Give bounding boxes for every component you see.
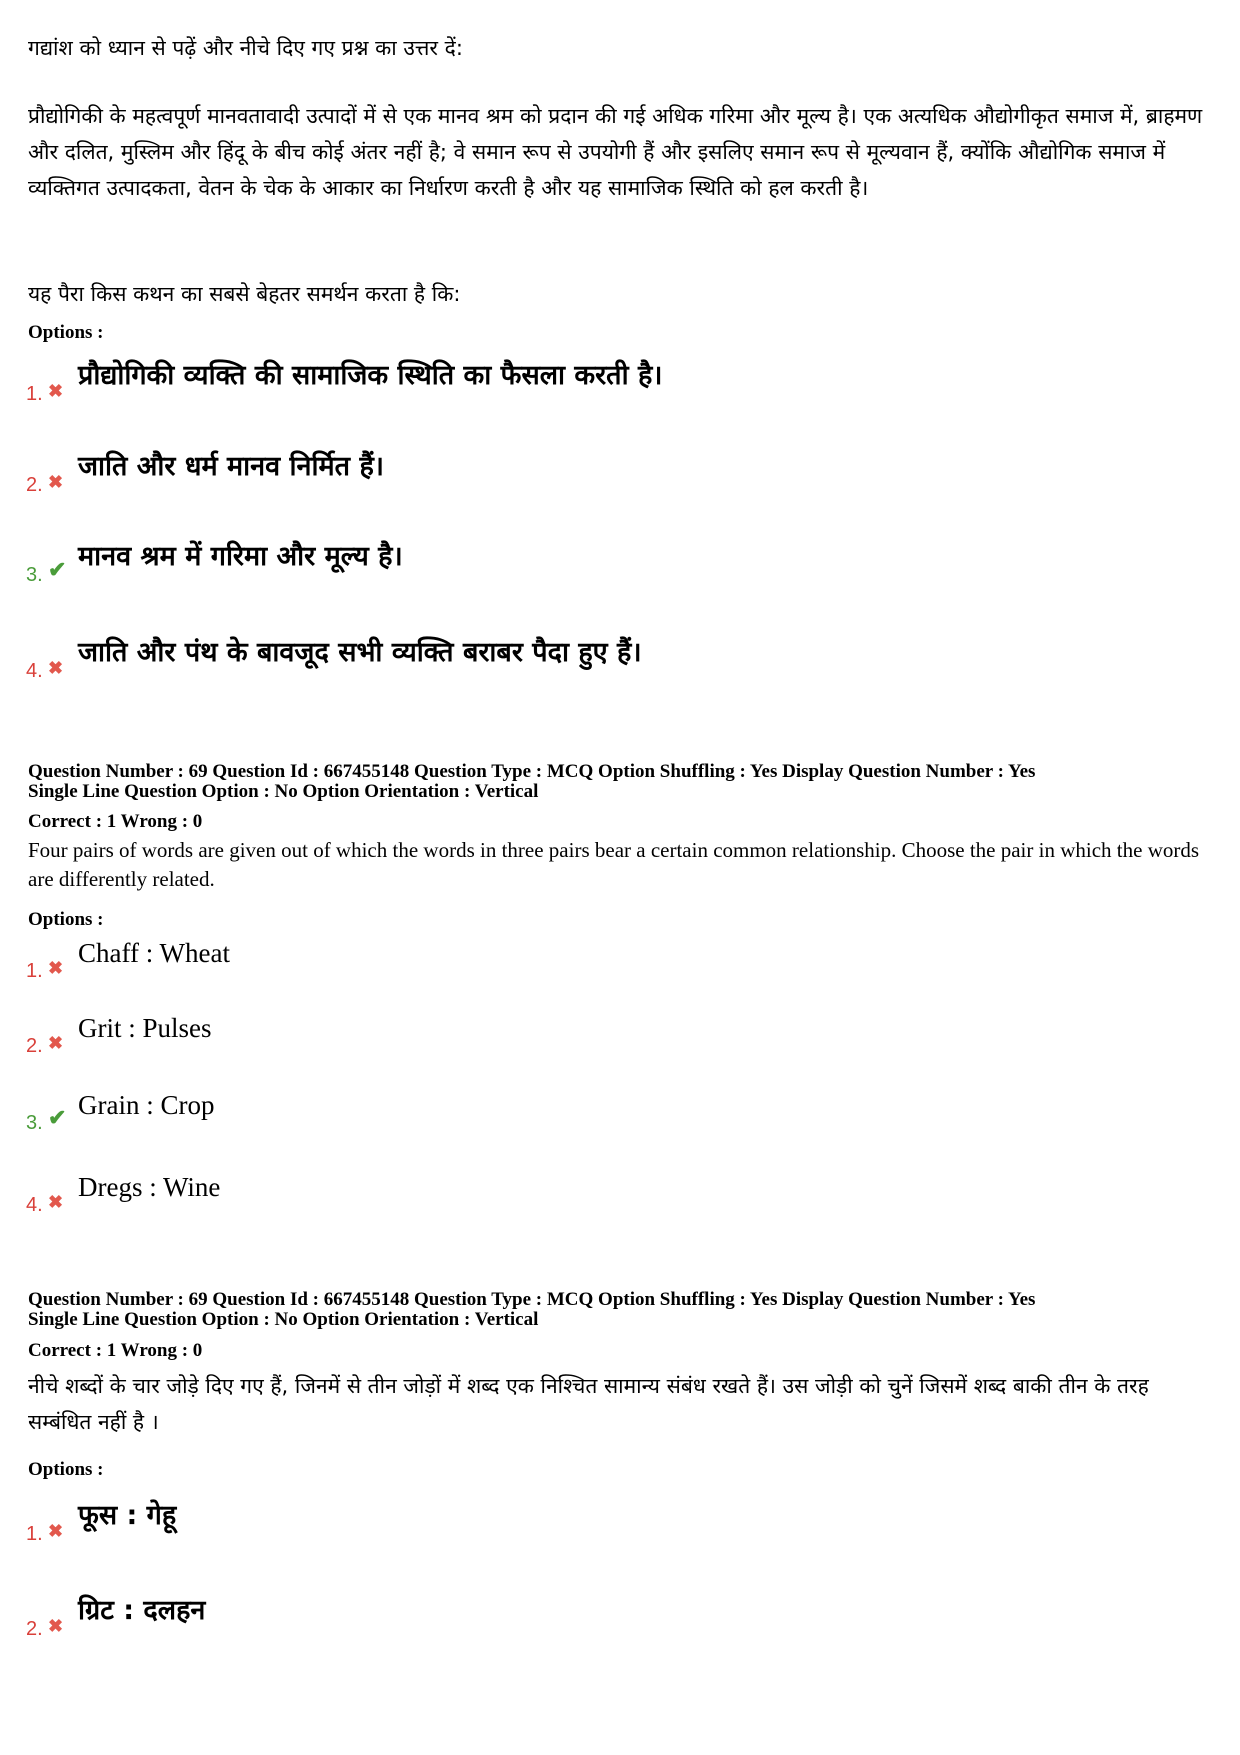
option-1[interactable] [26,355,663,405]
option-number: 1. [26,960,43,982]
option-text: मानव श्रम में गरिमा और मूल्य है। [78,541,403,572]
question-meta-2: Single Line Question Option : No Option Orientation : Vertical [28,1309,539,1330]
option-number: 2. [26,474,43,496]
option-text: फूस : गेहू [78,1500,177,1531]
wrong-icon: ✖ [48,958,64,978]
options-label: Options : [28,322,104,343]
option-2[interactable] [26,1013,212,1057]
option-4[interactable] [26,632,642,682]
question-meta: Question Number : 69 Question Id : 667455148 Question Type : MCQ Option Shuffling : Yes Display Question Number : Yes [28,761,1036,782]
option-2[interactable] [26,1590,206,1640]
check-icon: ✔ [48,1105,67,1130]
question-meta: Question Number : 69 Question Id : 667455148 Question Type : MCQ Option Shuffling : Yes Display Question Number : Yes [28,1289,1036,1310]
option-1[interactable] [26,938,230,982]
option-text: Chaff : Wheat [78,938,230,968]
option-1[interactable] [26,1495,177,1545]
option-text: Dregs : Wine [78,1172,221,1202]
wrong-icon: ✖ [48,1033,64,1053]
option-3[interactable] [26,536,403,586]
instruction: गद्यांश को ध्यान से पढ़ें और नीचे दिए गए प्रश्न का उत्तर दें: [28,36,463,60]
option-text: प्रौद्योगिकी व्यक्ति की सामाजिक स्थिति का फैसला करती है। [78,360,663,391]
option-number: 2. [26,1035,43,1057]
wrong-icon: ✖ [48,658,64,678]
wrong-icon: ✖ [48,1616,64,1636]
passage: प्रौद्योगिकी के महत्वपूर्ण मानवतावादी उत्पादों में से एक मानव श्रम को प्रदान की गई अधिक गरिमा और मूल्य है। एक अत्यधिक औद्योगीकृत समाज में, ब्राहमण और दलित, मुस्लिम और हिंदू के बीच कोई अंतर नहीं है; वे समान रूप से उपयोगी हैं और इसलिए समान रूप से मूल्यवान हैं, क्योंकि औद्योगिक समाज में व्यक्तिगत उत्पादकता, वेतन के चेक के आकार का निर्धारण करती है और यह सामाजिक स्थिति को हल करती है। [28,104,1203,200]
wrong-icon: ✖ [48,1521,64,1541]
score: Correct : 1 Wrong : 0 [28,811,203,832]
question-text: यह पैरा किस कथन का सबसे बेहतर समर्थन करता है कि: [28,282,461,306]
option-2[interactable] [26,446,385,496]
option-text: जाति और धर्म मानव निर्मित हैं। [78,451,385,482]
wrong-icon: ✖ [48,472,64,492]
option-number: 4. [26,660,43,682]
option-number: 3. [26,1112,43,1134]
option-number: 2. [26,1618,43,1640]
option-3[interactable] [26,1090,215,1134]
option-text: Grit : Pulses [78,1013,212,1043]
option-text: जाति और पंथ के बावजूद सभी व्यक्ति बराबर पैदा हुए हैं। [78,637,642,668]
options-label: Options : [28,1459,104,1480]
option-number: 4. [26,1194,43,1216]
option-text: Grain : Crop [78,1090,215,1120]
question-meta-2: Single Line Question Option : No Option Orientation : Vertical [28,781,539,802]
option-text: ग्रिट : दलहन [78,1595,206,1626]
option-4[interactable] [26,1172,221,1216]
option-number: 1. [26,383,43,405]
score: Correct : 1 Wrong : 0 [28,1340,203,1361]
question-text: नीचे शब्दों के चार जोड़े दिए गए हैं, जिनमें से तीन जोड़ों में शब्द एक निश्चित सामान्य संबंध रखते हैं। उस जोड़ी को चुनें जिसमें शब्द बाकी तीन के तरह सम्बंधित नहीं है । [28,1374,1149,1434]
check-icon: ✔ [48,557,67,582]
question-text: Four pairs of words are given out of which the words in three pairs bear a certain common relationship. Choose the pair in which the words are differently related. [28,838,1200,891]
option-number: 1. [26,1523,43,1545]
wrong-icon: ✖ [48,381,64,401]
option-number: 3. [26,564,43,586]
options-label: Options : [28,909,104,930]
wrong-icon: ✖ [48,1192,64,1212]
